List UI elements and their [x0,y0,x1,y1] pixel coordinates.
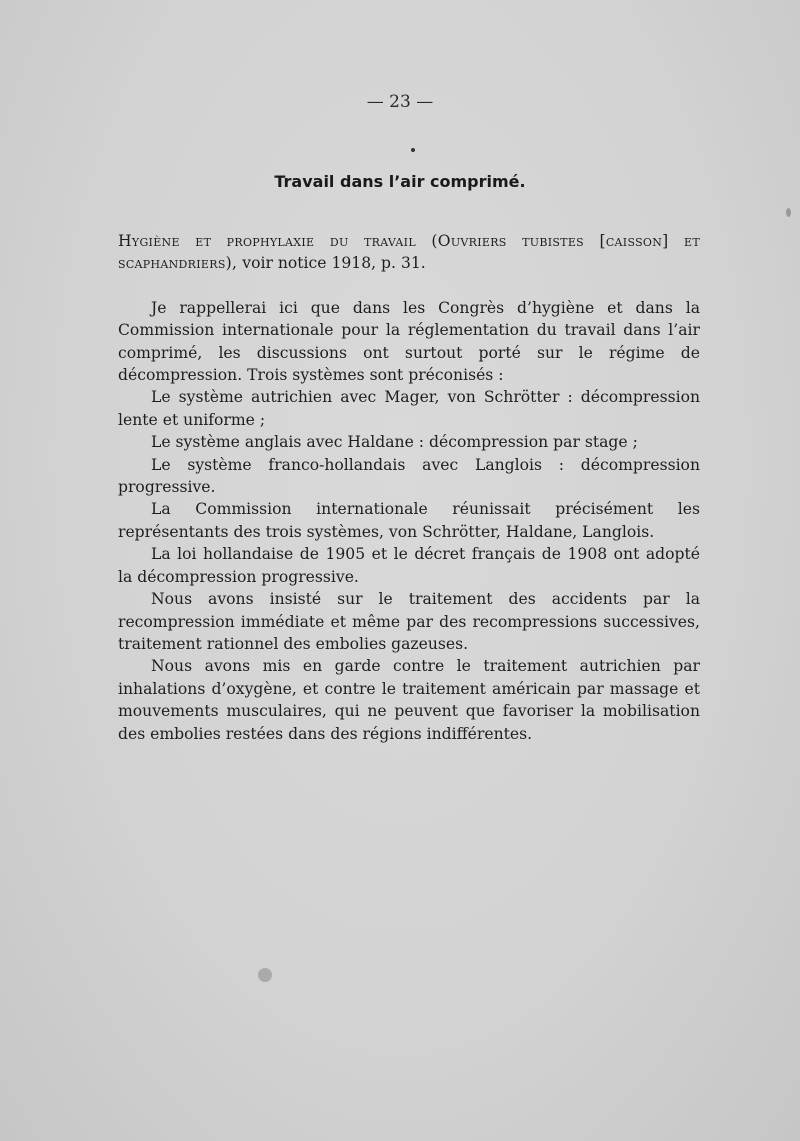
page-number: — 23 — [366,92,434,112]
reference-heading [118,230,700,275]
paragraph-5: La Commission internationale réunissait précisément les représentants des trois systèmes, von Schrötter, Haldane, Langlois. [118,500,700,541]
paper-speck [786,208,791,217]
body-text [118,230,700,745]
paragraph-6: La loi hollandaise de 1905 et le décret français de 1908 ont adopté la décompression progressive. [118,545,700,586]
paragraph-3: Le système anglais avec Haldane : décompression par stage ; [151,433,638,452]
paragraph-8: Nous avons mis en garde contre le traitement autrichien par inhalations d’oxygène, et contre le traitement américain par massage et mouvements musculaires, qui ne peuvent que favoriser la mobilisation des embolies restées dans des régions indifférentes. [118,657,700,743]
heading-small-caps: Hygiène et prophylaxie du travail (Ouvriers tubistes [caisson] et scaphandriers), [118,232,700,273]
paragraph-2: Le système autrichien avec Mager, von Schrötter : décompression lente et uniforme ; [118,388,700,429]
ink-dot [411,148,415,152]
section-title: Travail dans l’air comprimé. [274,172,526,191]
heading-rest: voir notice 1918, p. 31. [237,254,426,273]
paper-speck [258,968,272,982]
paragraph-4: Le système franco-hollandais avec Langlois : décompression progressive. [118,455,700,497]
paragraph-7: Nous avons insisté sur le traitement des accidents par la recompression immédiate et même par des recompressions successives, traitement rationnel des embolies gazeuses. [118,590,700,653]
paragraph-1: Je rappellerai ici que dans les Congrès d’hygiène et dans la Commission internationale pour la réglementation du travail dans l’air comprimé, les discussions ont surtout porté sur le régime de décompression. Trois systèmes sont préconisés : [118,298,700,385]
